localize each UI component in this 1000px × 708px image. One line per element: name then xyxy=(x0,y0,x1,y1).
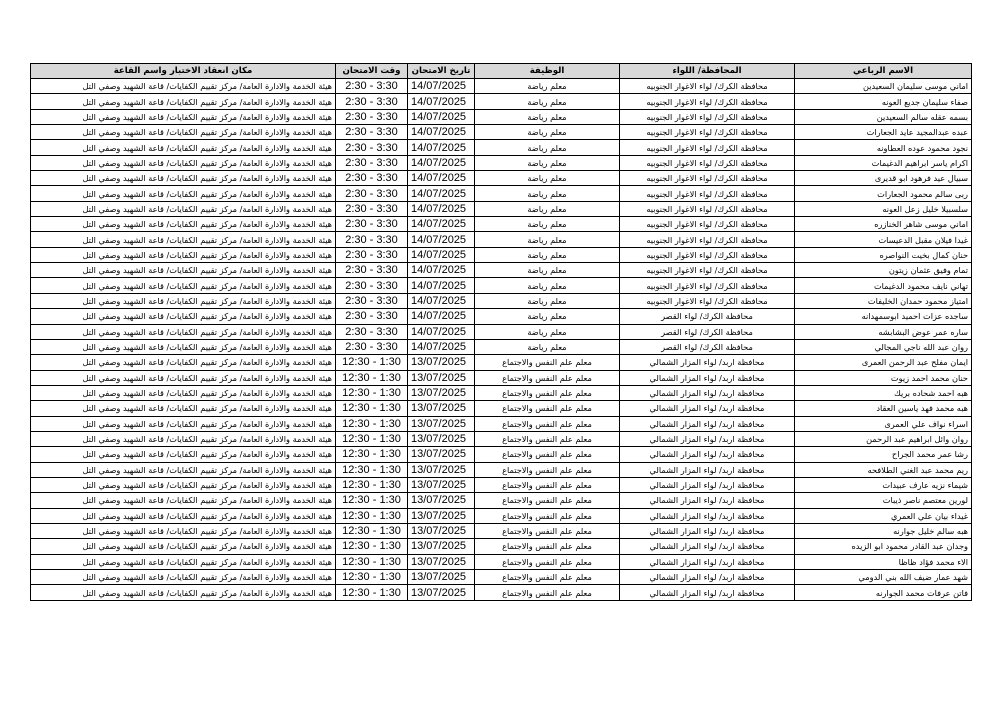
cell-governorate: محافظة اربد/ لواء المزار الشمالي xyxy=(620,493,795,508)
cell-place: هيئة الخدمة والادارة العامة/ مركز تقييم الكفايات/ قاعة الشهيد وصفي التل xyxy=(31,370,336,385)
cell-place: هيئة الخدمة والادارة العامة/ مركز تقييم الكفايات/ قاعة الشهيد وصفي التل xyxy=(31,140,336,155)
table-row xyxy=(31,186,972,201)
cell-place: هيئة الخدمة والادارة العامة/ مركز تقييم الكفايات/ قاعة الشهيد وصفي التل xyxy=(31,570,336,585)
cell-governorate: محافظة الكرك/ لواء الاغوار الجنوبيه xyxy=(620,140,795,155)
cell-governorate: محافظة الكرك/ لواء الاغوار الجنوبيه xyxy=(620,247,795,262)
cell-name: ساجده عزات احميد ابوسمهدانه xyxy=(795,309,972,324)
cell-governorate: محافظة الكرك/ لواء الاغوار الجنوبيه xyxy=(620,293,795,308)
cell-name: سبيال عيد فرهود ابو قديرى xyxy=(795,171,972,186)
cell-date: 14/07/2025 xyxy=(408,201,475,216)
cell-place: هيئة الخدمة والادارة العامة/ مركز تقييم الكفايات/ قاعة الشهيد وصفي التل xyxy=(31,523,336,538)
cell-governorate: محافظة الكرك/ لواء الاغوار الجنوبيه xyxy=(620,79,795,94)
cell-date: 14/07/2025 xyxy=(408,309,475,324)
cell-job: معلم رياضة xyxy=(475,339,620,354)
cell-name: ربى سالم محمود الجعارات xyxy=(795,186,972,201)
cell-name: غيدا فيلان مقبل الدعيسات xyxy=(795,232,972,247)
cell-job: معلم رياضة xyxy=(475,94,620,109)
cell-governorate: محافظة الكرك/ لواء الاغوار الجنوبيه xyxy=(620,263,795,278)
cell-job: معلم علم النفس والاجتماع xyxy=(475,355,620,370)
table-row xyxy=(31,339,972,354)
cell-name: روان عبد الله ناجي المجالي xyxy=(795,339,972,354)
cell-governorate: محافظة اربد/ لواء المزار الشمالي xyxy=(620,508,795,523)
cell-place: هيئة الخدمة والادارة العامة/ مركز تقييم الكفايات/ قاعة الشهيد وصفي التل xyxy=(31,431,336,446)
cell-place: هيئة الخدمة والادارة العامة/ مركز تقييم الكفايات/ قاعة الشهيد وصفي التل xyxy=(31,232,336,247)
table-row xyxy=(31,171,972,186)
table-row xyxy=(31,293,972,308)
cell-time: 12:30 - 1:30 xyxy=(336,355,408,370)
cell-time: 12:30 - 1:30 xyxy=(336,554,408,569)
cell-date: 13/07/2025 xyxy=(408,401,475,416)
cell-time: 2:30 - 3:30 xyxy=(336,94,408,109)
cell-date: 13/07/2025 xyxy=(408,585,475,600)
cell-governorate: محافظة الكرك/ لواء الاغوار الجنوبيه xyxy=(620,201,795,216)
cell-date: 13/07/2025 xyxy=(408,523,475,538)
cell-place: هيئة الخدمة والادارة العامة/ مركز تقييم الكفايات/ قاعة الشهيد وصفي التل xyxy=(31,171,336,186)
table-row xyxy=(31,431,972,446)
cell-name: بسمه عقله سالم السعيدين xyxy=(795,109,972,124)
cell-job: معلم علم النفس والاجتماع xyxy=(475,585,620,600)
cell-governorate: محافظة اربد/ لواء المزار الشمالي xyxy=(620,385,795,400)
cell-time: 2:30 - 3:30 xyxy=(336,278,408,293)
cell-date: 14/07/2025 xyxy=(408,247,475,262)
cell-time: 12:30 - 1:30 xyxy=(336,539,408,554)
cell-place: هيئة الخدمة والادارة العامة/ مركز تقييم الكفايات/ قاعة الشهيد وصفي التل xyxy=(31,477,336,492)
cell-time: 12:30 - 1:30 xyxy=(336,385,408,400)
table-row xyxy=(31,477,972,492)
cell-time: 2:30 - 3:30 xyxy=(336,201,408,216)
cell-time: 2:30 - 3:30 xyxy=(336,79,408,94)
table-row xyxy=(31,523,972,538)
table-row xyxy=(31,109,972,124)
cell-governorate: محافظة الكرك/ لواء القصر xyxy=(620,309,795,324)
cell-name: تهاني نايف محمود الدغيمات xyxy=(795,278,972,293)
cell-job: معلم علم النفس والاجتماع xyxy=(475,447,620,462)
cell-time: 2:30 - 3:30 xyxy=(336,309,408,324)
table-row xyxy=(31,539,972,554)
cell-date: 14/07/2025 xyxy=(408,293,475,308)
cell-time: 2:30 - 3:30 xyxy=(336,339,408,354)
cell-governorate: محافظة الكرك/ لواء الاغوار الجنوبيه xyxy=(620,125,795,140)
cell-governorate: محافظة اربد/ لواء المزار الشمالي xyxy=(620,401,795,416)
cell-job: معلم رياضة xyxy=(475,263,620,278)
cell-governorate: محافظة الكرك/ لواء الاغوار الجنوبيه xyxy=(620,155,795,170)
table-row xyxy=(31,370,972,385)
table-row xyxy=(31,309,972,324)
cell-place: هيئة الخدمة والادارة العامة/ مركز تقييم الكفايات/ قاعة الشهيد وصفي التل xyxy=(31,125,336,140)
cell-place: هيئة الخدمة والادارة العامة/ مركز تقييم الكفايات/ قاعة الشهيد وصفي التل xyxy=(31,109,336,124)
cell-place: هيئة الخدمة والادارة العامة/ مركز تقييم الكفايات/ قاعة الشهيد وصفي التل xyxy=(31,263,336,278)
table-row xyxy=(31,217,972,232)
cell-place: هيئة الخدمة والادارة العامة/ مركز تقييم الكفايات/ قاعة الشهيد وصفي التل xyxy=(31,339,336,354)
cell-time: 12:30 - 1:30 xyxy=(336,416,408,431)
cell-place: هيئة الخدمة والادارة العامة/ مركز تقييم الكفايات/ قاعة الشهيد وصفي التل xyxy=(31,324,336,339)
cell-time: 12:30 - 1:30 xyxy=(336,523,408,538)
table-row xyxy=(31,278,972,293)
cell-name: ريم محمد عبد الغني الطلافحه xyxy=(795,462,972,477)
cell-place: هيئة الخدمة والادارة العامة/ مركز تقييم الكفايات/ قاعة الشهيد وصفي التل xyxy=(31,355,336,370)
cell-governorate: محافظة اربد/ لواء المزار الشمالي xyxy=(620,431,795,446)
table-row xyxy=(31,585,972,600)
cell-name: ساره عمر عوض البشابشه xyxy=(795,324,972,339)
cell-job: معلم علم النفس والاجتماع xyxy=(475,477,620,492)
cell-date: 13/07/2025 xyxy=(408,355,475,370)
cell-time: 2:30 - 3:30 xyxy=(336,247,408,262)
cell-name: غيداء بيان علي العمري xyxy=(795,508,972,523)
cell-job: معلم علم النفس والاجتماع xyxy=(475,523,620,538)
table-row xyxy=(31,232,972,247)
cell-date: 14/07/2025 xyxy=(408,140,475,155)
cell-date: 13/07/2025 xyxy=(408,416,475,431)
cell-date: 13/07/2025 xyxy=(408,508,475,523)
table-row xyxy=(31,324,972,339)
cell-place: هيئة الخدمة والادارة العامة/ مركز تقييم الكفايات/ قاعة الشهيد وصفي التل xyxy=(31,293,336,308)
table-row xyxy=(31,79,972,94)
cell-name: هبه احمد شحاده بريك xyxy=(795,385,972,400)
cell-time: 12:30 - 1:30 xyxy=(336,370,408,385)
cell-name: فاتن عرفات محمد الجوارنه xyxy=(795,585,972,600)
cell-place: هيئة الخدمة والادارة العامة/ مركز تقييم الكفايات/ قاعة الشهيد وصفي التل xyxy=(31,539,336,554)
cell-place: هيئة الخدمة والادارة العامة/ مركز تقييم الكفايات/ قاعة الشهيد وصفي التل xyxy=(31,585,336,600)
cell-governorate: محافظة اربد/ لواء المزار الشمالي xyxy=(620,570,795,585)
cell-date: 14/07/2025 xyxy=(408,125,475,140)
cell-name: تمام وفيق عثمان زيتون xyxy=(795,263,972,278)
cell-job: معلم رياضة xyxy=(475,201,620,216)
cell-place: هيئة الخدمة والادارة العامة/ مركز تقييم الكفايات/ قاعة الشهيد وصفي التل xyxy=(31,447,336,462)
cell-date: 14/07/2025 xyxy=(408,109,475,124)
cell-time: 12:30 - 1:30 xyxy=(336,585,408,600)
cell-governorate: محافظة اربد/ لواء المزار الشمالي xyxy=(620,416,795,431)
table-row xyxy=(31,385,972,400)
cell-name: حنان محمد احمد زيوت xyxy=(795,370,972,385)
cell-place: هيئة الخدمة والادارة العامة/ مركز تقييم الكفايات/ قاعة الشهيد وصفي التل xyxy=(31,217,336,232)
cell-job: معلم علم النفس والاجتماع xyxy=(475,570,620,585)
cell-date: 14/07/2025 xyxy=(408,186,475,201)
cell-place: هيئة الخدمة والادارة العامة/ مركز تقييم الكفايات/ قاعة الشهيد وصفي التل xyxy=(31,155,336,170)
cell-time: 12:30 - 1:30 xyxy=(336,447,408,462)
table-row xyxy=(31,508,972,523)
cell-time: 2:30 - 3:30 xyxy=(336,125,408,140)
cell-time: 2:30 - 3:30 xyxy=(336,155,408,170)
cell-date: 13/07/2025 xyxy=(408,539,475,554)
cell-job: معلم رياضة xyxy=(475,155,620,170)
cell-date: 14/07/2025 xyxy=(408,217,475,232)
cell-date: 13/07/2025 xyxy=(408,493,475,508)
cell-job: معلم علم النفس والاجتماع xyxy=(475,385,620,400)
cell-time: 12:30 - 1:30 xyxy=(336,462,408,477)
exam-schedule-sheet xyxy=(30,63,971,601)
cell-time: 2:30 - 3:30 xyxy=(336,293,408,308)
cell-name: ايمان مفلح عبد الرحمن العمرى xyxy=(795,355,972,370)
header-job: الوظيفة xyxy=(475,64,620,79)
cell-time: 12:30 - 1:30 xyxy=(336,401,408,416)
cell-job: معلم رياضة xyxy=(475,186,620,201)
cell-name: شهد عمار ضيف الله بني الدومي xyxy=(795,570,972,585)
exam-schedule-table xyxy=(30,63,972,601)
table-row xyxy=(31,355,972,370)
cell-place: هيئة الخدمة والادارة العامة/ مركز تقييم الكفايات/ قاعة الشهيد وصفي التل xyxy=(31,94,336,109)
cell-place: هيئة الخدمة والادارة العامة/ مركز تقييم الكفايات/ قاعة الشهيد وصفي التل xyxy=(31,79,336,94)
cell-place: هيئة الخدمة والادارة العامة/ مركز تقييم الكفايات/ قاعة الشهيد وصفي التل xyxy=(31,309,336,324)
table-header-row xyxy=(31,64,972,79)
cell-governorate: محافظة الكرك/ لواء الاغوار الجنوبيه xyxy=(620,186,795,201)
cell-governorate: محافظة اربد/ لواء المزار الشمالي xyxy=(620,447,795,462)
cell-place: هيئة الخدمة والادارة العامة/ مركز تقييم الكفايات/ قاعة الشهيد وصفي التل xyxy=(31,385,336,400)
cell-name: الاء محمد فؤاد ظاظا xyxy=(795,554,972,569)
table-row xyxy=(31,94,972,109)
cell-governorate: محافظة الكرك/ لواء الاغوار الجنوبيه xyxy=(620,278,795,293)
cell-name: حنان كمال بخيت النواصره xyxy=(795,247,972,262)
table-body xyxy=(31,79,972,601)
cell-time: 12:30 - 1:30 xyxy=(336,493,408,508)
cell-governorate: محافظة اربد/ لواء المزار الشمالي xyxy=(620,585,795,600)
cell-job: معلم رياضة xyxy=(475,324,620,339)
cell-job: معلم علم النفس والاجتماع xyxy=(475,462,620,477)
cell-name: هبه محمد فهد ياسين العقاد xyxy=(795,401,972,416)
cell-governorate: محافظة اربد/ لواء المزار الشمالي xyxy=(620,554,795,569)
cell-date: 14/07/2025 xyxy=(408,171,475,186)
cell-time: 2:30 - 3:30 xyxy=(336,186,408,201)
cell-name: شيماء نزيه عارف عبيدات xyxy=(795,477,972,492)
cell-time: 12:30 - 1:30 xyxy=(336,477,408,492)
table-row xyxy=(31,462,972,477)
table-row xyxy=(31,416,972,431)
cell-date: 13/07/2025 xyxy=(408,462,475,477)
table-row xyxy=(31,125,972,140)
cell-date: 14/07/2025 xyxy=(408,94,475,109)
cell-job: معلم علم النفس والاجتماع xyxy=(475,401,620,416)
cell-job: معلم علم النفس والاجتماع xyxy=(475,554,620,569)
cell-job: معلم رياضة xyxy=(475,140,620,155)
table-row xyxy=(31,447,972,462)
cell-job: معلم رياضة xyxy=(475,109,620,124)
cell-job: معلم علم النفس والاجتماع xyxy=(475,493,620,508)
cell-place: هيئة الخدمة والادارة العامة/ مركز تقييم الكفايات/ قاعة الشهيد وصفي التل xyxy=(31,554,336,569)
cell-time: 2:30 - 3:30 xyxy=(336,232,408,247)
cell-time: 12:30 - 1:30 xyxy=(336,570,408,585)
table-row xyxy=(31,155,972,170)
cell-governorate: محافظة اربد/ لواء المزار الشمالي xyxy=(620,462,795,477)
cell-name: لورين معتصم ناصر ذيبات xyxy=(795,493,972,508)
cell-name: اماني موسى شاهر الخنازره xyxy=(795,217,972,232)
header-name: الاسم الرباعي xyxy=(795,64,972,79)
cell-job: معلم علم النفس والاجتماع xyxy=(475,539,620,554)
cell-place: هيئة الخدمة والادارة العامة/ مركز تقييم الكفايات/ قاعة الشهيد وصفي التل xyxy=(31,247,336,262)
table-row xyxy=(31,570,972,585)
cell-place: هيئة الخدمة والادارة العامة/ مركز تقييم الكفايات/ قاعة الشهيد وصفي التل xyxy=(31,462,336,477)
cell-time: 2:30 - 3:30 xyxy=(336,109,408,124)
cell-job: معلم علم النفس والاجتماع xyxy=(475,370,620,385)
cell-place: هيئة الخدمة والادارة العامة/ مركز تقييم الكفايات/ قاعة الشهيد وصفي التل xyxy=(31,508,336,523)
cell-governorate: محافظة الكرك/ لواء الاغوار الجنوبيه xyxy=(620,232,795,247)
cell-name: اماني موسى سليمان السعيدين xyxy=(795,79,972,94)
cell-name: نجود محمود عوده العطاونه xyxy=(795,140,972,155)
header-place: مكان انعقاد الاختبار واسم القاعة xyxy=(31,64,336,79)
cell-place: هيئة الخدمة والادارة العامة/ مركز تقييم الكفايات/ قاعة الشهيد وصفي التل xyxy=(31,186,336,201)
cell-governorate: محافظة اربد/ لواء المزار الشمالي xyxy=(620,523,795,538)
table-row xyxy=(31,554,972,569)
table-row xyxy=(31,401,972,416)
cell-governorate: محافظة الكرك/ لواء القصر xyxy=(620,339,795,354)
cell-name: روان وائل ابراهيم عبد الرحمن xyxy=(795,431,972,446)
cell-job: معلم رياضة xyxy=(475,232,620,247)
cell-time: 2:30 - 3:30 xyxy=(336,263,408,278)
cell-name: سلسبيلا خليل زعل العونه xyxy=(795,201,972,216)
cell-governorate: محافظة اربد/ لواء المزار الشمالي xyxy=(620,355,795,370)
cell-date: 13/07/2025 xyxy=(408,477,475,492)
cell-governorate: محافظة اربد/ لواء المزار الشمالي xyxy=(620,477,795,492)
cell-job: معلم رياضة xyxy=(475,79,620,94)
cell-governorate: محافظة الكرك/ لواء الاغوار الجنوبيه xyxy=(620,94,795,109)
cell-job: معلم رياضة xyxy=(475,293,620,308)
cell-job: معلم رياضة xyxy=(475,309,620,324)
table-row xyxy=(31,493,972,508)
cell-date: 14/07/2025 xyxy=(408,79,475,94)
cell-date: 14/07/2025 xyxy=(408,324,475,339)
header-time: وقت الامتحان xyxy=(336,64,408,79)
cell-time: 12:30 - 1:30 xyxy=(336,431,408,446)
cell-governorate: محافظة الكرك/ لواء الاغوار الجنوبيه xyxy=(620,217,795,232)
cell-job: معلم علم النفس والاجتماع xyxy=(475,431,620,446)
cell-job: معلم رياضة xyxy=(475,171,620,186)
cell-governorate: محافظة الكرك/ لواء القصر xyxy=(620,324,795,339)
cell-job: معلم رياضة xyxy=(475,247,620,262)
cell-name: اسراء نواف علي العمرى xyxy=(795,416,972,431)
cell-place: هيئة الخدمة والادارة العامة/ مركز تقييم الكفايات/ قاعة الشهيد وصفي التل xyxy=(31,278,336,293)
table-row xyxy=(31,201,972,216)
cell-time: 2:30 - 3:30 xyxy=(336,217,408,232)
cell-governorate: محافظة اربد/ لواء المزار الشمالي xyxy=(620,370,795,385)
table-row xyxy=(31,247,972,262)
cell-date: 13/07/2025 xyxy=(408,431,475,446)
cell-governorate: محافظة الكرك/ لواء الاغوار الجنوبيه xyxy=(620,109,795,124)
cell-name: هبه سالم خليل جوارنه xyxy=(795,523,972,538)
cell-place: هيئة الخدمة والادارة العامة/ مركز تقييم الكفايات/ قاعة الشهيد وصفي التل xyxy=(31,201,336,216)
cell-date: 14/07/2025 xyxy=(408,263,475,278)
cell-place: هيئة الخدمة والادارة العامة/ مركز تقييم الكفايات/ قاعة الشهيد وصفي التل xyxy=(31,416,336,431)
cell-date: 13/07/2025 xyxy=(408,447,475,462)
cell-date: 13/07/2025 xyxy=(408,554,475,569)
cell-date: 13/07/2025 xyxy=(408,385,475,400)
cell-name: امتياز محمود حمدان الخليفات xyxy=(795,293,972,308)
cell-job: معلم رياضة xyxy=(475,125,620,140)
cell-time: 2:30 - 3:30 xyxy=(336,324,408,339)
cell-job: معلم رياضة xyxy=(475,278,620,293)
cell-job: معلم رياضة xyxy=(475,217,620,232)
header-date: تاريخ الامتحان xyxy=(408,64,475,79)
cell-date: 14/07/2025 xyxy=(408,339,475,354)
table-row xyxy=(31,140,972,155)
cell-name: عبده عبدالمجيد عايد الجعارات xyxy=(795,125,972,140)
cell-time: 2:30 - 3:30 xyxy=(336,171,408,186)
cell-job: معلم علم النفس والاجتماع xyxy=(475,416,620,431)
cell-governorate: محافظة الكرك/ لواء الاغوار الجنوبيه xyxy=(620,171,795,186)
cell-date: 13/07/2025 xyxy=(408,570,475,585)
header-governorate: المحافظة/ اللواء xyxy=(620,64,795,79)
cell-place: هيئة الخدمة والادارة العامة/ مركز تقييم الكفايات/ قاعة الشهيد وصفي التل xyxy=(31,401,336,416)
cell-job: معلم علم النفس والاجتماع xyxy=(475,508,620,523)
cell-name: صفاء سليمان جديع العونه xyxy=(795,94,972,109)
cell-name: وجدان عبد القادر محمود ابو الزيده xyxy=(795,539,972,554)
cell-name: رشا عمر محمد الجراح xyxy=(795,447,972,462)
cell-time: 12:30 - 1:30 xyxy=(336,508,408,523)
cell-date: 13/07/2025 xyxy=(408,370,475,385)
cell-date: 14/07/2025 xyxy=(408,278,475,293)
cell-time: 2:30 - 3:30 xyxy=(336,140,408,155)
cell-governorate: محافظة اربد/ لواء المزار الشمالي xyxy=(620,539,795,554)
cell-date: 14/07/2025 xyxy=(408,155,475,170)
cell-name: اكرام ياسر ابراهيم الدغيمات xyxy=(795,155,972,170)
table-row xyxy=(31,263,972,278)
cell-place: هيئة الخدمة والادارة العامة/ مركز تقييم الكفايات/ قاعة الشهيد وصفي التل xyxy=(31,493,336,508)
cell-date: 14/07/2025 xyxy=(408,232,475,247)
